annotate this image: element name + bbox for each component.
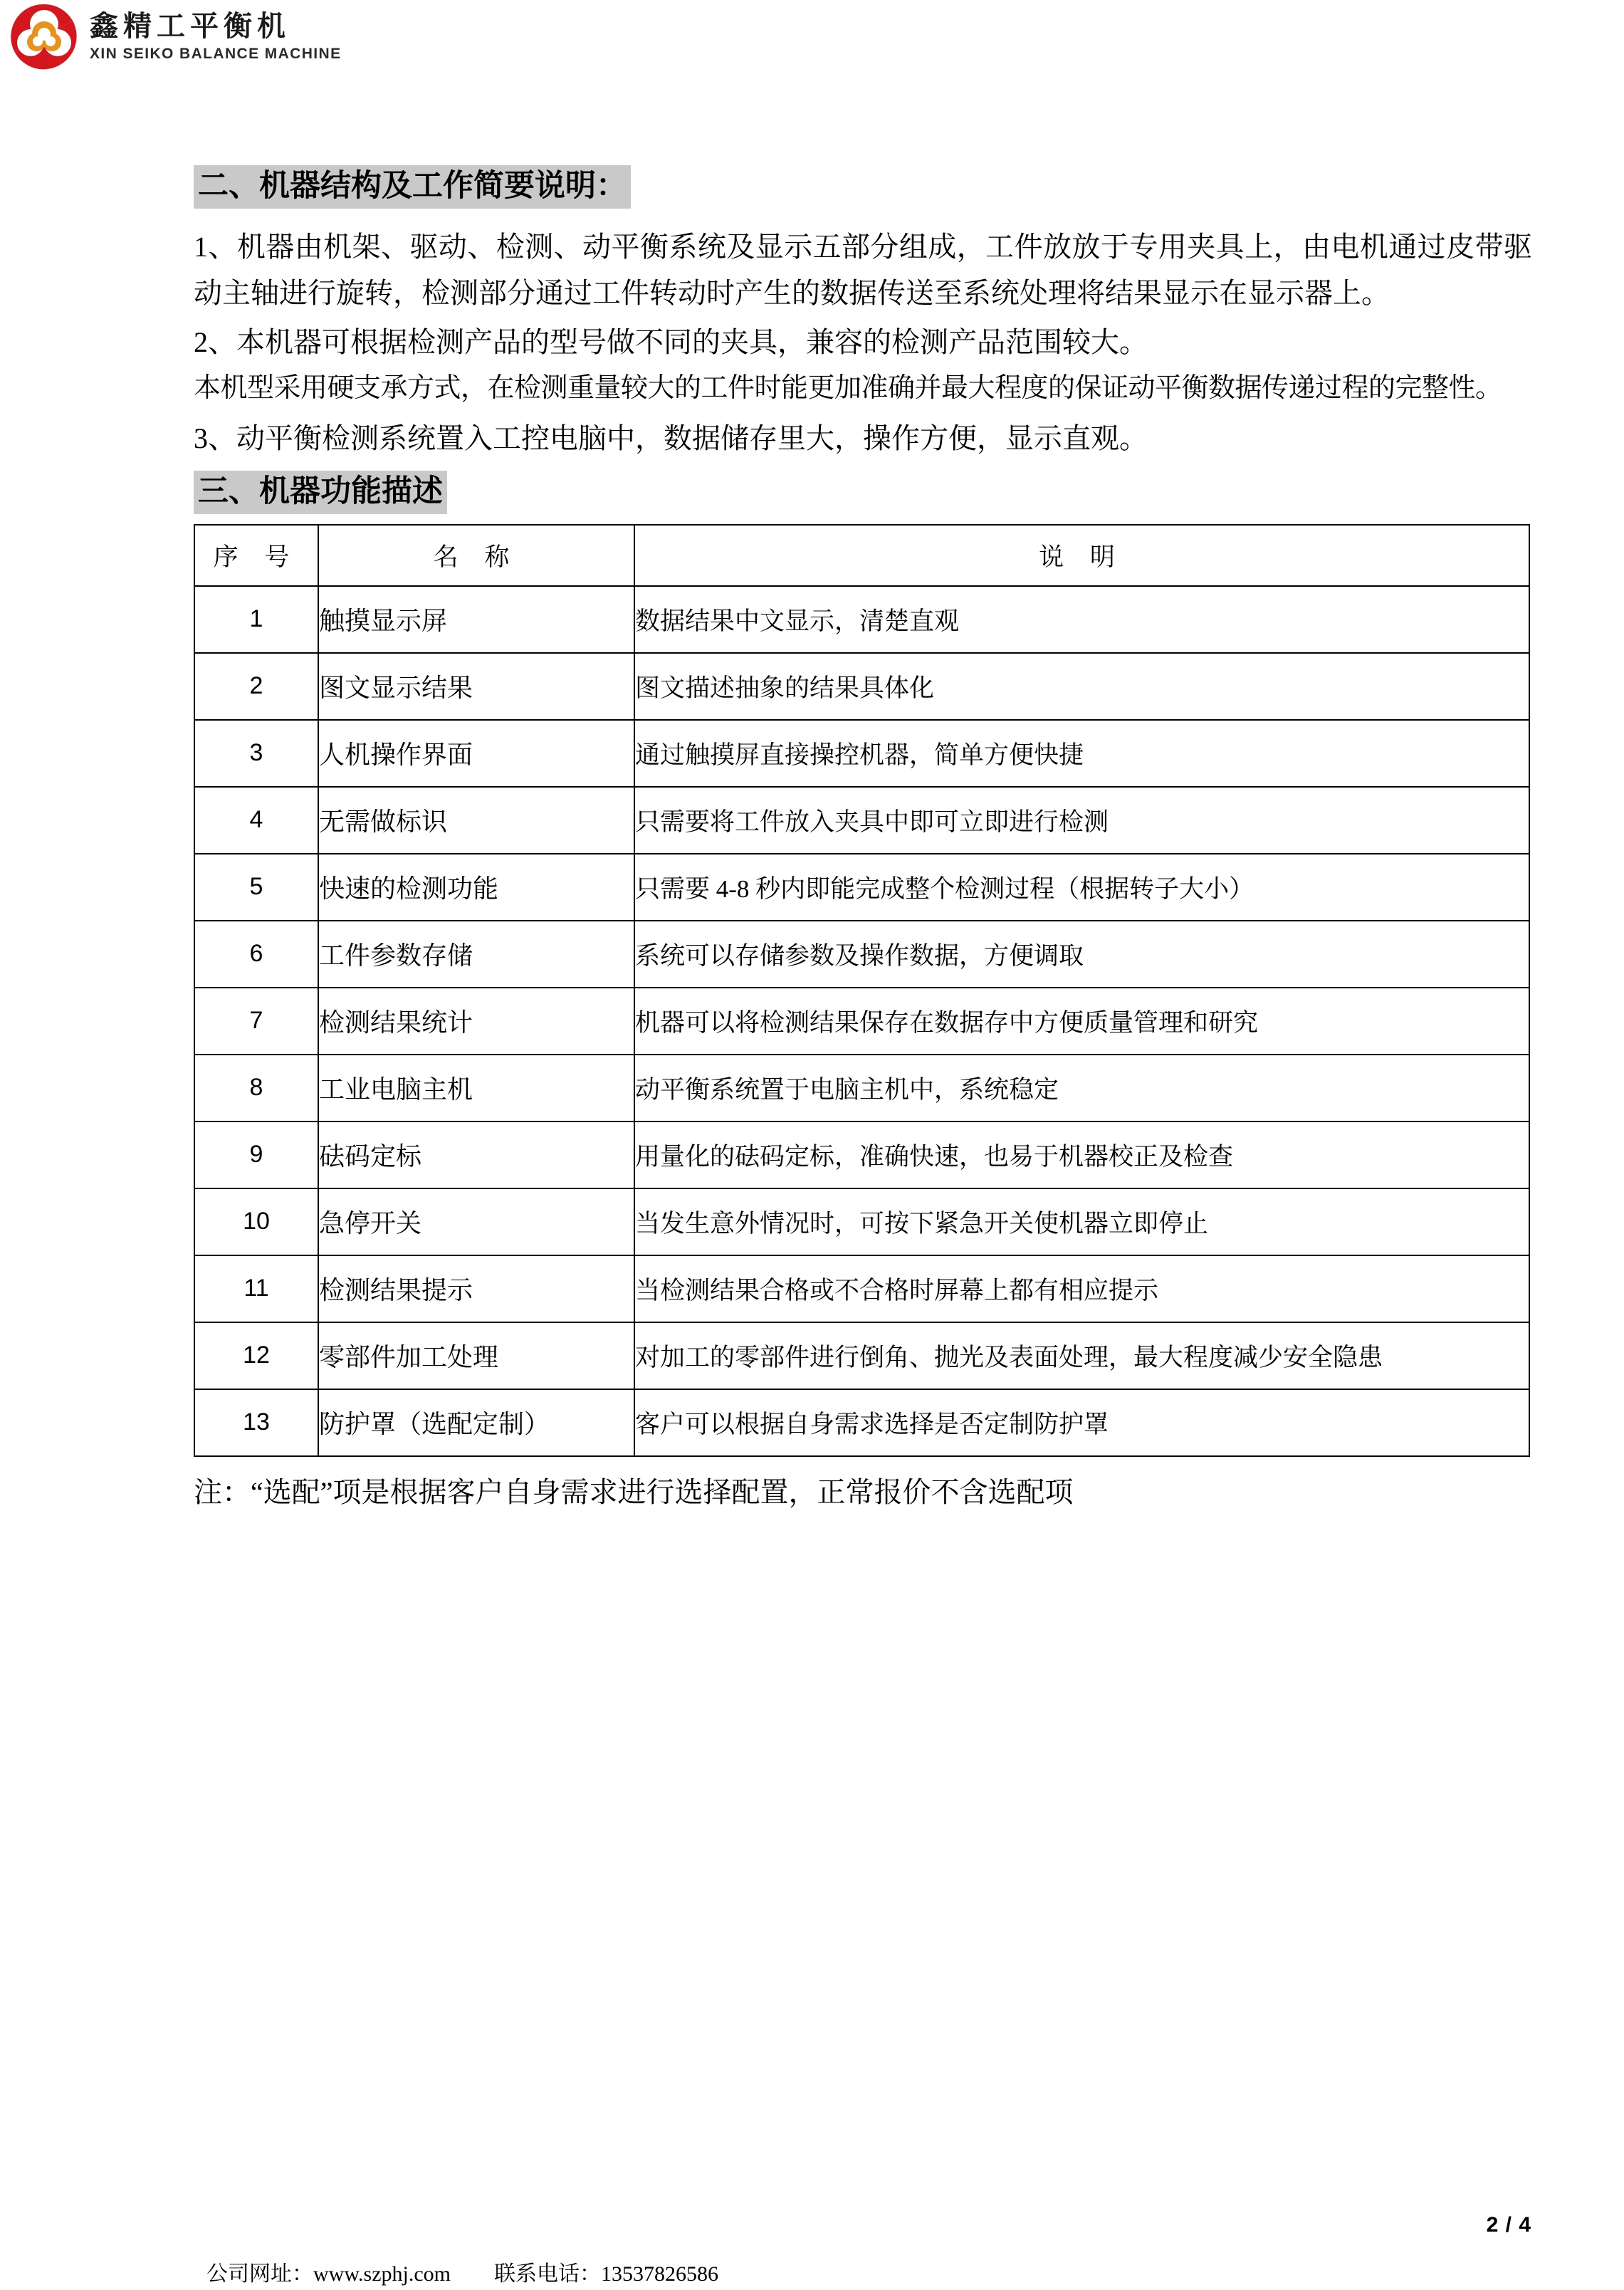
paragraph-3: 3、动平衡检测系统置入工控电脑中，数据储存里大，操作方便，显示直观。 xyxy=(194,422,1148,455)
paragraph-1: 1、机器由机架、驱动、检测、动平衡系统及显示五部分组成，工件放放于专用夹具上，由电机通过皮带驱动主轴进行旋转，检测部分通过工件转动时产生的数据传送至系统处理将结果显示在显示器上。 xyxy=(194,231,1532,309)
table-row xyxy=(194,653,1529,720)
cell-index: 9 xyxy=(194,1122,318,1188)
table-header-row xyxy=(194,525,1529,586)
section-heading-2: 二、机器结构及工作简要说明： xyxy=(194,165,631,209)
column-header-name: 名 称 xyxy=(318,525,634,586)
cell-feature-name: 急停开关 xyxy=(318,1188,634,1255)
cell-feature-name: 防护罩（选配定制） xyxy=(318,1389,634,1456)
cell-feature-description: 当检测结果合格或不合格时屏幕上都有相应提示 xyxy=(634,1255,1529,1322)
cell-index: 11 xyxy=(194,1255,318,1322)
cell-index: 5 xyxy=(194,854,318,921)
section-heading-3: 三、机器功能描述 xyxy=(194,471,447,514)
table-row xyxy=(194,1255,1529,1322)
cell-index: 12 xyxy=(194,1322,318,1389)
cell-feature-name: 人机操作界面 xyxy=(318,720,634,787)
table-row xyxy=(194,854,1529,921)
table-row xyxy=(194,1322,1529,1389)
table-body xyxy=(194,586,1529,1456)
cell-feature-description: 只需要将工件放入夹具中即可立即进行检测 xyxy=(634,787,1529,854)
cell-feature-description: 当发生意外情况时，可按下紧急开关使机器立即停止 xyxy=(634,1188,1529,1255)
cell-feature-name: 工业电脑主机 xyxy=(318,1055,634,1122)
column-header-no: 序 号 xyxy=(194,525,318,586)
company-flower-logo-icon xyxy=(9,1,80,73)
cell-feature-name: 砝码定标 xyxy=(318,1122,634,1188)
table-row xyxy=(194,1188,1529,1255)
cell-feature-description: 图文描述抽象的结果具体化 xyxy=(634,653,1529,720)
cell-feature-description: 机器可以将检测结果保存在数据存中方便质量管理和研究 xyxy=(634,988,1529,1055)
brand-wordmark xyxy=(90,4,342,70)
cell-index: 2 xyxy=(194,653,318,720)
letterhead xyxy=(0,0,1624,74)
cell-feature-description: 对加工的零部件进行倒角、抛光及表面处理，最大程度减少安全隐患 xyxy=(634,1322,1529,1389)
cell-feature-description: 用量化的砝码定标，准确快速，也易于机器校正及检查 xyxy=(634,1122,1529,1188)
cell-index: 6 xyxy=(194,921,318,988)
cell-feature-name: 检测结果提示 xyxy=(318,1255,634,1322)
paragraph-2: 2、本机器可根据检测产品的型号做不同的夹具，兼容的检测产品范围较大。 xyxy=(194,325,1148,358)
table-row xyxy=(194,1389,1529,1456)
cell-feature-name: 检测结果统计 xyxy=(318,988,634,1055)
table-row xyxy=(194,586,1529,653)
paragraph-2-continued: 本机型采用硬支承方式，在检测重量较大的工件时能更加准确并最大程度的保证动平衡数据传递过程的完整性。 xyxy=(194,373,1502,404)
cell-feature-description: 数据结果中文显示，清楚直观 xyxy=(634,586,1529,653)
cell-feature-description: 只需要 4-8 秒内即能完成整个检测过程（根据转子大小） xyxy=(634,854,1529,921)
machine-function-table xyxy=(194,524,1530,1457)
cell-index: 4 xyxy=(194,787,318,854)
footer-website: 公司网址：www.szphj.com xyxy=(206,2262,451,2286)
cell-index: 13 xyxy=(194,1389,318,1456)
table-row xyxy=(194,1055,1529,1122)
cell-feature-name: 无需做标识 xyxy=(318,787,634,854)
cell-feature-name: 触摸显示屏 xyxy=(318,586,634,653)
section-heading-2-wrap xyxy=(194,165,1532,209)
cell-feature-name: 快速的检测功能 xyxy=(318,854,634,921)
brand-name-chinese: 鑫精工平衡机 xyxy=(90,11,290,42)
cell-feature-description: 通过触摸屏直接操控机器，简单方便快捷 xyxy=(634,720,1529,787)
cell-feature-name: 图文显示结果 xyxy=(318,653,634,720)
cell-index: 1 xyxy=(194,586,318,653)
cell-feature-description: 动平衡系统置于电脑主机中，系统稳定 xyxy=(634,1055,1529,1122)
document-body xyxy=(194,165,1532,1514)
cell-index: 7 xyxy=(194,988,318,1055)
cell-feature-name: 零部件加工处理 xyxy=(318,1322,634,1389)
brand-name-english: XIN SEIKO BALANCE MACHINE xyxy=(90,46,342,62)
column-header-desc: 说 明 xyxy=(634,525,1529,586)
table-row xyxy=(194,988,1529,1055)
table-row xyxy=(194,787,1529,854)
cell-index: 8 xyxy=(194,1055,318,1122)
footer-contact xyxy=(206,2256,718,2287)
table-note: 注：“选配”项是根据客户自身需求进行选择配置，正常报价不含选配项 xyxy=(194,1475,1074,1508)
page-number: 2 / 4 xyxy=(1486,2213,1531,2237)
table-row xyxy=(194,921,1529,988)
cell-feature-name: 工件参数存储 xyxy=(318,921,634,988)
cell-index: 10 xyxy=(194,1188,318,1255)
cell-feature-description: 系统可以存储参数及操作数据，方便调取 xyxy=(634,921,1529,988)
section-heading-3-wrap xyxy=(194,471,1532,514)
cell-feature-description: 客户可以根据自身需求选择是否定制防护罩 xyxy=(634,1389,1529,1456)
table-row xyxy=(194,1122,1529,1188)
table-row xyxy=(194,720,1529,787)
cell-index: 3 xyxy=(194,720,318,787)
footer-phone: 联系电话：13537826586 xyxy=(494,2262,719,2286)
